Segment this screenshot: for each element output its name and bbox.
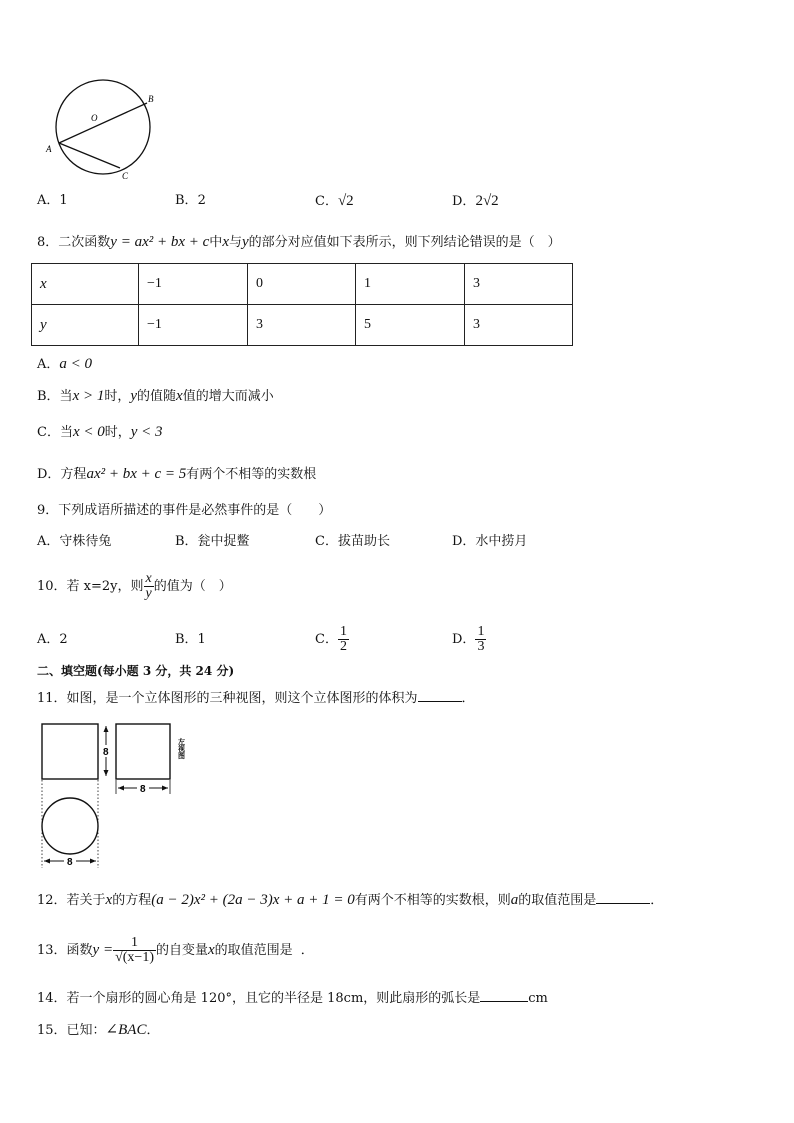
q11-stem: 11．如图，是一个立体图形的三种视图，则这个立体图形的体积为 ． xyxy=(37,691,475,706)
q7-circle-figure xyxy=(40,70,170,185)
q10-option-d[interactable]: D． $\frac{1}{3}$ xyxy=(452,624,485,654)
q9-option-b[interactable]: B．瓮中捉鳖 xyxy=(175,534,250,549)
label-b: B xyxy=(148,94,154,104)
table-cell: 5 xyxy=(356,305,465,346)
table-cell: 1 xyxy=(356,264,465,305)
q13-stem: 13．函数y = $\frac{1}{√(x-1)}$ 的自变量x的取值范围是 ． xyxy=(37,935,314,965)
circle-o xyxy=(56,80,150,174)
chord-ac xyxy=(59,143,120,168)
table-row xyxy=(32,305,573,346)
q8-value-table xyxy=(31,263,573,346)
answer-blank[interactable] xyxy=(596,891,650,904)
q10-option-b[interactable]: B．1 xyxy=(175,632,206,647)
q10-fraction: $\frac{x}{y}$ xyxy=(145,571,152,601)
answer-blank[interactable] xyxy=(480,989,528,1002)
q8-option-c[interactable]: C．当x < 0时，y < 3 xyxy=(37,424,163,440)
q9-stem: 9．下列成语所描述的事件是必然事件的是（ ） xyxy=(37,503,332,518)
table-cell: 3 xyxy=(465,264,573,305)
q8-option-a[interactable]: A．a < 0 xyxy=(37,356,93,372)
q8-stem: 8．二次函数y = ax² + bx + c中x与y的部分对应值如下表所示，则下列结论错误的是（ ） xyxy=(37,234,561,250)
front-view-square xyxy=(42,724,98,779)
table-cell: y xyxy=(32,305,139,346)
dim-horizontal: 8 xyxy=(140,784,146,795)
q10-stem: 10．若 x=2y，则 $\frac{x}{y}$ 的值为（ ） xyxy=(37,571,232,601)
table-cell: 0 xyxy=(248,264,356,305)
q13-fraction: $\frac{1}{√(x-1)}$ xyxy=(115,935,154,965)
label-c: C xyxy=(122,171,129,181)
table-cell: 3 xyxy=(465,305,573,346)
q14-stem: 14．若一个扇形的圆心角是 120°，且它的半径是 18cm，则此扇形的弧长是 cm xyxy=(37,991,548,1006)
label-a: A xyxy=(46,144,52,154)
q8-option-b[interactable]: B．当x > 1时，y的值随x值的增大而减小 xyxy=(37,388,274,404)
q7-option-a[interactable]: A．1 xyxy=(37,193,68,208)
q9-option-d[interactable]: D．水中捞月 xyxy=(452,534,528,549)
top-view-circle xyxy=(42,798,98,854)
q7-option-b[interactable]: B．2 xyxy=(175,193,206,208)
q8-option-d[interactable]: D．方程ax² + bx + c = 5有两个不相等的实数根 xyxy=(37,466,317,482)
q12-stem: 12．若关于x的方程(a − 2)x² + (2a − 3)x + a + 1 = 0有两个不相等的实数根，则a的取值范围是 ． xyxy=(37,892,664,908)
section-heading: 二、填空题(每小题 3 分，共 24 分) xyxy=(37,664,235,678)
q10-option-a[interactable]: A．2 xyxy=(37,632,68,647)
table-cell: 3 xyxy=(248,305,356,346)
dim-vertical: 8 xyxy=(103,747,109,758)
table-cell: −1 xyxy=(139,305,248,346)
answer-blank[interactable] xyxy=(418,689,462,702)
table-row xyxy=(32,264,573,305)
label-o: O xyxy=(91,113,98,123)
q10-option-c[interactable]: C． $\frac{1}{2}$ xyxy=(315,624,347,654)
chord-ab xyxy=(59,103,147,143)
side-view-square xyxy=(116,724,170,779)
q11-three-views-figure xyxy=(38,718,198,873)
side-view-label: 左视图 xyxy=(177,738,187,759)
q15-stem: 15．已知：∠BAC． xyxy=(37,1022,160,1038)
q7-option-c[interactable]: C．√2 xyxy=(315,193,354,209)
dim-circle: 8 xyxy=(67,857,73,868)
q7-option-d[interactable]: D．2√2 xyxy=(452,193,499,209)
table-cell: −1 xyxy=(139,264,248,305)
q9-option-a[interactable]: A．守株待兔 xyxy=(37,534,112,549)
table-cell: x xyxy=(32,264,139,305)
q9-option-c[interactable]: C．拔苗助长 xyxy=(315,534,390,549)
